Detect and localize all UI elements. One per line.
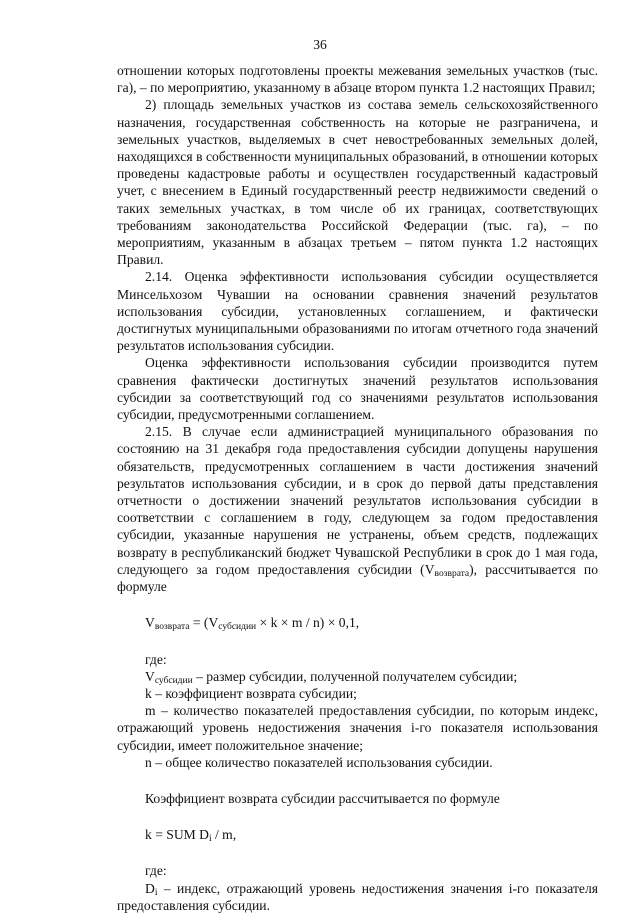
paragraph-item-2: 2) площадь земельных участков из состава земель сельскохозяйственного назначения, государственная собственность на которые не разграничена, и земельных участков, выделяемых в счет невостребованных земельных долей, находящихся в собственности муниципальных образований, в отношении которых проведены кадастровые работы и осуществлен государственный кадастровый учет, с внесением в Единый государственный реестр недвижимости сведений о таких земельных участках, в том числе об их границах, соответствующих требованиям законодательства Российской Федерации (тыс. га), – по мероприятиям, указанным в абзацах третьем – пятом пункта 1.2 настоящих Правил. [117, 97, 598, 268]
paragraph-2-15-tail: ), рассчитывается по формуле [117, 561, 598, 595]
subscript-vozvrata: возврата [434, 568, 470, 579]
paragraph-2-15-text: 2.15. В случае если администрацией муниципального образования по состоянию на 31 декабря года предоставления субсидии допущены нарушения обязательств, предусмотренных соглашением в части достижения значений результатов использования субсидии, и в срок до первой даты представления отчетности о достижении значений результатов использования субсидии в соответствии с соглашением в году, следующем за годом предоставления субсидии, указанные нарушения не устранены, объем средств, подлежащих возврату в республиканский бюджет Чувашской Республики в срок до 1 мая года, следующего за годом предоставления субсидии (V [117, 424, 598, 577]
def-v-subscript: субсидии [154, 675, 193, 686]
definition-k: k – коэффициент возврата субсидии; [145, 685, 357, 701]
where-label: где: [145, 651, 167, 667]
paragraph-efficiency-assessment: Оценка эффективности использования субсидии производится путем сравнения фактически достигнутых значений результатов использования субсидии за соответствующий год со значениями результатов использования субсидии, предусмотренными соглашением. [117, 355, 598, 423]
coefficient-intro: Коэффициент возврата субсидии рассчитывается по формуле [145, 790, 500, 806]
formula-coefficient [117, 826, 598, 843]
formula2-left: k = SUM D [145, 827, 209, 843]
def-d-symbol: D [145, 880, 155, 896]
definition-n: n – общее количество показателей использования субсидии. [145, 754, 493, 770]
paragraph-continuation: отношении которых подготовлены проекты межевания земельных участков (тыс. га), – по мероприятию, указанному в абзаце втором пункта 1.2 настоящих Правил; [117, 63, 598, 96]
spacer [117, 807, 598, 826]
formula-sub-vozvrata: возврата [154, 622, 190, 633]
paragraph-2-15 [117, 423, 598, 595]
def-v-symbol: V [145, 668, 155, 684]
where-label-2: где: [145, 863, 167, 879]
definition-v-subsidii [117, 668, 598, 685]
formula-rest: × k × m / n) × 0,1, [256, 615, 360, 631]
def-v-text: – размер субсидии, полученной получателем субсидии; [192, 668, 518, 684]
formula-sub-subsidii: субсидии [218, 622, 257, 633]
formula-refund-volume [117, 614, 598, 631]
page-number: 36 [313, 37, 327, 52]
spacer [117, 632, 598, 651]
definition-m: m – количество показателей предоставления субсидии, по которым индекс, отражающий уровень недостижения значения i-го показателя использования субсидии, имеет положительное значение; [117, 703, 598, 753]
paragraph-2-14: 2.14. Оценка эффективности использования субсидии осуществляется Минсельхозом Чувашии на основании сравнения значений результатов использования субсидии, установленных соглашением, и фактически достигнутых муниципальными образованиями по итогам отчетного года значений результатов использования субсидии. [117, 269, 598, 354]
page-content [117, 62, 598, 914]
formula-mid: = (V [189, 615, 219, 631]
formula2-subscript: i [208, 834, 212, 845]
def-d-subscript: i [154, 887, 158, 898]
spacer [117, 771, 598, 790]
spacer [117, 595, 598, 614]
definition-d [117, 880, 598, 914]
spacer [117, 843, 598, 862]
formula-v: V [145, 615, 155, 631]
formula2-right: / m, [211, 827, 237, 843]
def-d-text: – индекс, отражающий уровень недостижения значения i-го показателя предоставления субсидии. [117, 880, 598, 913]
